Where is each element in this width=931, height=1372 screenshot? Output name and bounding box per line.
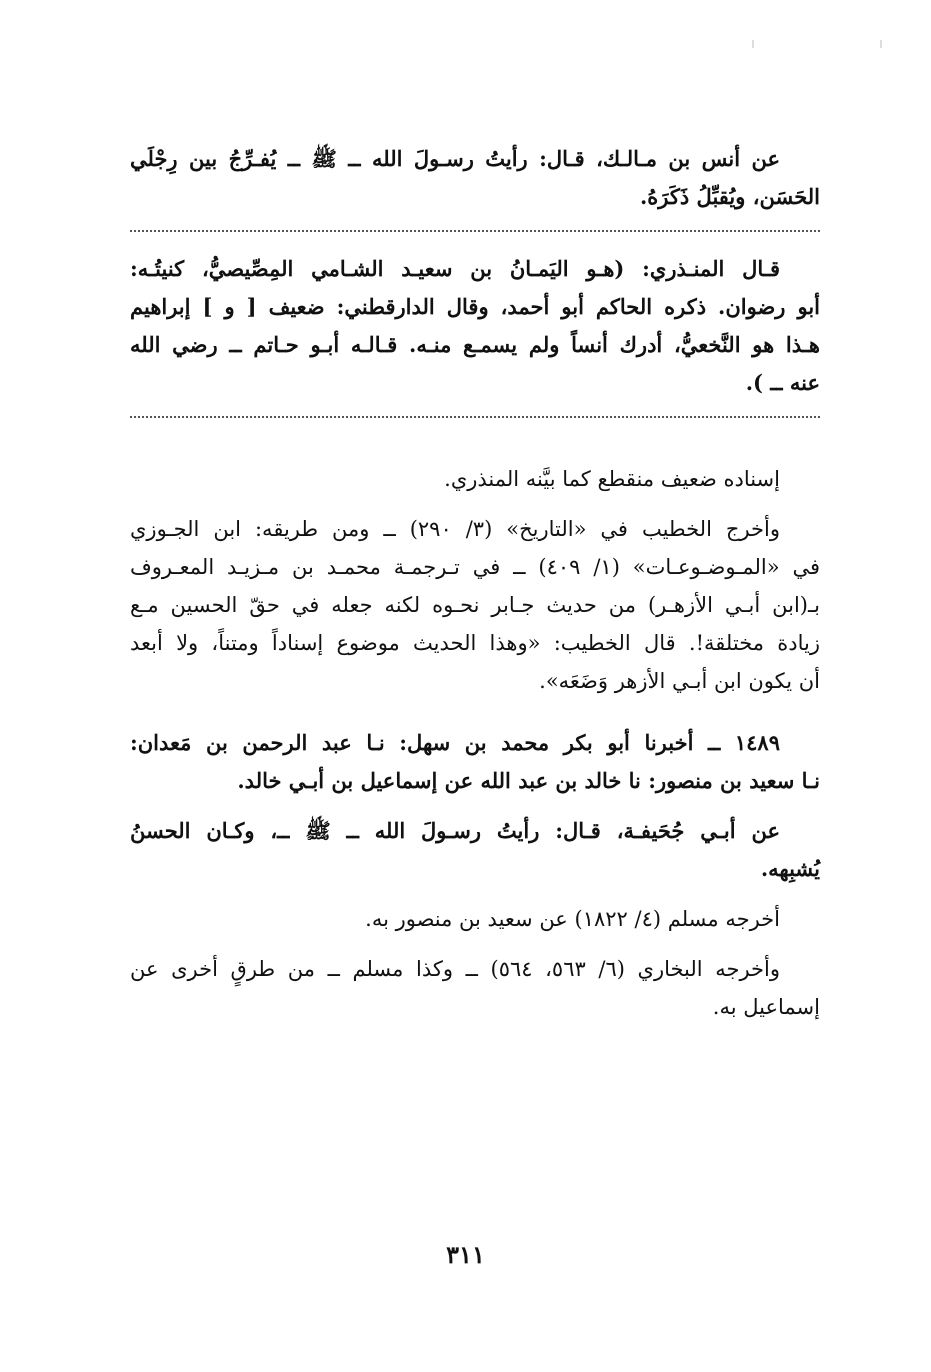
- text-line: الحَسَن، ويُقبِّلُ ذَكَرَهُ.: [639, 184, 820, 209]
- page-number: ٣١١: [446, 1240, 485, 1269]
- text-line: يُشبِهه.: [760, 856, 820, 881]
- takhrij-muslim: [130, 900, 820, 938]
- dotted-separator: [130, 230, 820, 232]
- text-line: إسماعيل به.: [712, 995, 820, 1019]
- text-line: في «المـوضـوعـات» (١/ ٤٠٩) ــ في تـرجمـة محمـد بن مـزيـد المعـروف: [130, 555, 820, 579]
- text-line: عن أبـي جُحَيفـة، قـال: رأيتُ رسـولَ الله ــ ﷺ ــ، وكـان الحسنُ: [130, 818, 780, 843]
- text-line: وأخرجه البخاري (٦/ ٥٦٣، ٥٦٤) ــ وكذا مسلم ــ من طرقٍ أخرى عن: [130, 957, 781, 981]
- scan-speck: [880, 40, 882, 48]
- isnad-verdict: [130, 460, 820, 498]
- page-body: [130, 140, 820, 1026]
- mundhiri-commentary: [130, 250, 820, 402]
- dotted-separator: [130, 416, 820, 418]
- takhrij-bukhari: [130, 950, 820, 1026]
- text-line: ١٤٨٩ ــ أخبرنا أبو بكر محمد بن سهل: نـا عبد الرحمن بن مَعدان:: [130, 730, 780, 755]
- takhrij-khatib: [130, 510, 820, 700]
- hadith-1489-matn: [130, 812, 820, 888]
- hadith-1489-isnad: [130, 724, 820, 800]
- text-line: أخرجه مسلم (٤/ ١٨٢٢) عن سعيد بن منصور به.: [365, 907, 780, 931]
- text-line: وأخرج الخطيب في «التاريخ» (٣/ ٢٩٠) ــ ومن طريقه: ابن الجـوزي: [130, 517, 780, 541]
- hadith-matn-anas: [130, 140, 820, 216]
- text-line: بـ(ابن أبـي الأزهـر) من حديث جـابر نحـوه لكنه جعله في حقّ الحسين مـع: [130, 593, 820, 617]
- text-line: عنه ــ ).: [745, 370, 820, 395]
- text-line: عن أنس بن مـالـك، قـال: رأيتُ رسـولَ الله ــ ﷺ ــ يُفـرِّجُ بين رِجْلَي: [130, 146, 780, 171]
- text-line: قـال المنـذري: (هـو اليَمـانُ بن سعيـد الشـامي المِصِّيصيُّ، كنيتُـه:: [130, 256, 780, 281]
- text-line: أن يكون ابن أبـي الأزهر وَضَعَه».: [539, 669, 820, 693]
- text-line: أبو رضوان. ذكره الحاكم أبو أحمد، وقال الدارقطني: ضعيف [ و ] إبراهيم: [130, 294, 820, 319]
- text-line: هـذا هو النَّخعيُّ، أدرك أنساً ولم يسمـع منـه. قـالـه أبـو حـاتم ــ رضي الله: [130, 332, 820, 357]
- text-line: إسناده ضعيف منقطع كما بيَّنه المنذري.: [444, 467, 780, 491]
- text-line: نـا سعيد بن منصور: نا خالد بن عبد الله عن إسماعيل بن أبـي خالد.: [237, 768, 820, 793]
- scan-speck: [752, 40, 754, 48]
- text-line: زيادة مختلقة!. قال الخطيب: «وهذا الحديث موضوع إسناداً ومتناً، ولا أبعد: [130, 631, 820, 655]
